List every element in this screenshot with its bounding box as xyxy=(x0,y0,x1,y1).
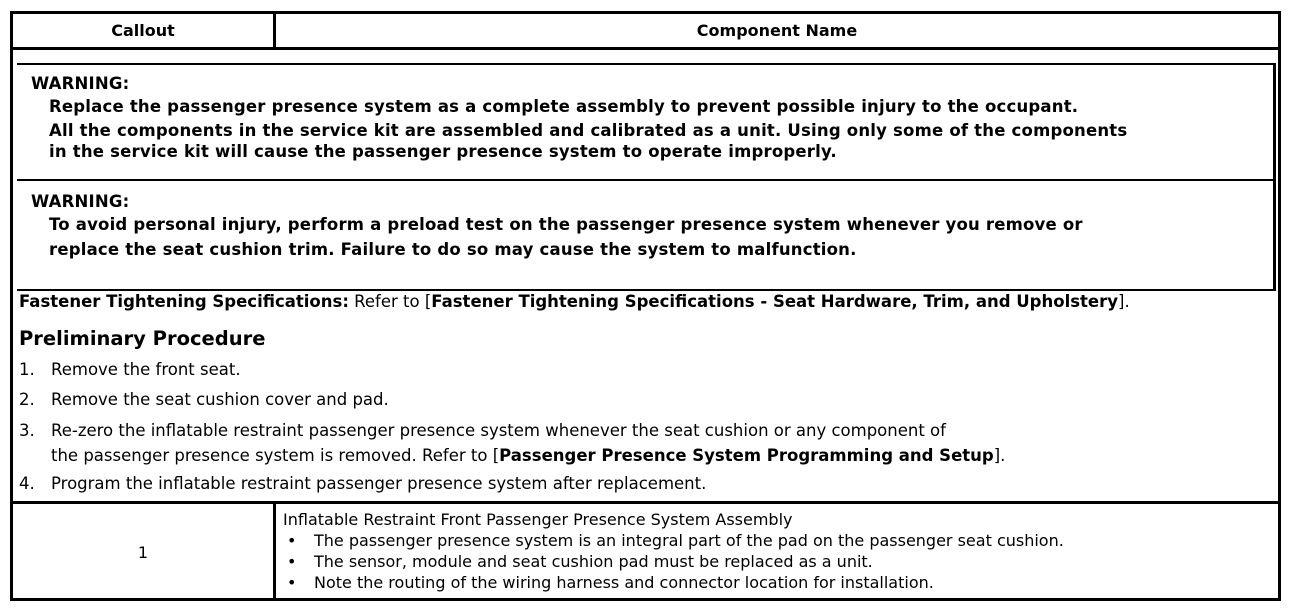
warning-line: To avoid personal injury, perform a preload test on the passenger presence system whenever you remove or xyxy=(49,215,1083,234)
list-item xyxy=(283,530,1064,551)
warning-line: replace the seat cushion trim. Failure to do so may cause the system to malfunction. xyxy=(49,240,857,259)
list-item xyxy=(283,551,1064,572)
procedure-step xyxy=(19,474,706,493)
bullet-text: Note the routing of the wiring harness and connector location for installation. xyxy=(314,573,934,592)
callout-column-header: Callout xyxy=(13,14,276,47)
step-text: Remove the seat cushion cover and pad. xyxy=(51,390,389,409)
list-item xyxy=(283,572,1064,593)
fastener-spec-link[interactable]: Fastener Tightening Specifications - Seat Hardware, Trim, and Upholstery xyxy=(431,292,1119,311)
component-cell xyxy=(283,509,1064,593)
warning-title: WARNING: xyxy=(31,192,130,211)
callout-number: 1 xyxy=(13,504,276,601)
procedure-step xyxy=(19,390,389,409)
warning-box-2 xyxy=(17,180,1276,291)
warning-box-1 xyxy=(17,63,1276,181)
procedure-step xyxy=(19,421,946,440)
bullet-icon: • xyxy=(287,573,297,592)
fastener-spec xyxy=(19,292,1130,311)
fastener-spec-label: Fastener Tightening Specifications: xyxy=(19,292,349,311)
step-text: the passenger presence system is removed. Refer to xyxy=(51,446,488,465)
ref-bracket-close: ]. xyxy=(993,446,1006,465)
step-number: 2. xyxy=(19,390,35,409)
bullet-icon: • xyxy=(287,552,297,571)
warning-line: All the components in the service kit are assembled and calibrated as a unit. Using only some of the components xyxy=(49,121,1128,140)
bullet-text: The passenger presence system is an integral part of the pad on the passenger seat cushion. xyxy=(314,531,1064,550)
step-number: 3. xyxy=(19,421,35,440)
warning-line: Replace the passenger presence system as a complete assembly to prevent possible injury to the occupant. xyxy=(49,97,1079,116)
warning-title: WARNING: xyxy=(31,74,130,93)
component-name: Inflatable Restraint Front Passenger Presence System Assembly xyxy=(283,510,793,529)
table-header xyxy=(13,14,1278,50)
bullet-text: The sensor, module and seat cushion pad must be replaced as a unit. xyxy=(314,552,873,571)
step-text: Program the inflatable restraint passenger presence system after replacement. xyxy=(51,474,707,493)
component-column-header: Component Name xyxy=(696,21,858,40)
fastener-spec-text: Refer to xyxy=(354,292,420,311)
preliminary-procedure-title: Preliminary Procedure xyxy=(19,327,266,350)
component-table xyxy=(10,11,1281,601)
ref-bracket-open: [ xyxy=(492,446,500,465)
ref-bracket-open: [ xyxy=(424,292,432,311)
step-text: Remove the front seat. xyxy=(51,360,241,379)
warning-line: in the service kit will cause the passenger presence system to operate improperly. xyxy=(49,142,837,161)
step-number: 4. xyxy=(19,474,35,493)
procedure-step xyxy=(19,360,241,379)
step-text: Re-zero the inflatable restraint passenger presence system whenever the seat cushion or any component of xyxy=(51,421,946,440)
programming-setup-link[interactable]: Passenger Presence System Programming and Setup xyxy=(499,446,994,465)
step-number: 1. xyxy=(19,360,35,379)
bullet-icon: • xyxy=(287,531,297,550)
ref-bracket-close: ]. xyxy=(1118,292,1130,311)
procedure-step-continuation xyxy=(51,446,1005,465)
